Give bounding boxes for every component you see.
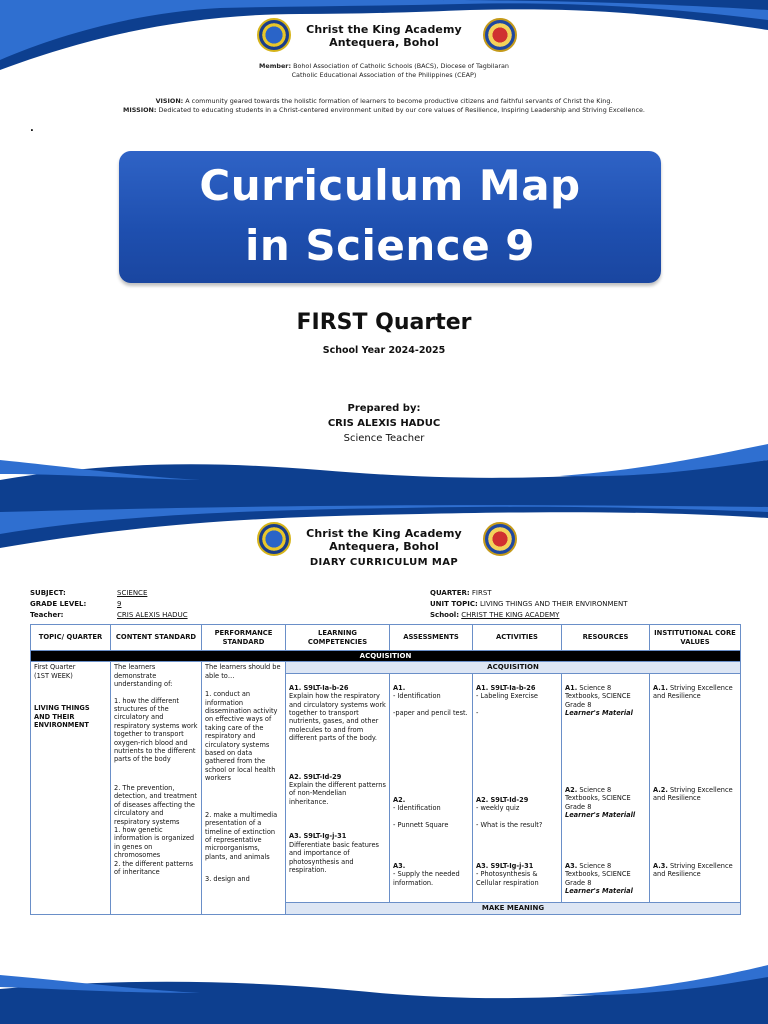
meta-quarter: QUARTER: FIRST (430, 589, 492, 597)
meta-subject: SUBJECT: SCIENCE (30, 589, 148, 597)
school-location-2: Antequera, Bohol (329, 540, 439, 553)
school-location: Antequera, Bohol (329, 36, 439, 49)
title-banner (119, 151, 661, 283)
cover-page (0, 0, 768, 500)
table-row (31, 662, 741, 673)
core-values-cell: A.1. Striving Excellence and Resilience A.2. Striving Excellence and Resilience A.3. Striving Excellence and Resilience (650, 673, 741, 903)
header-learning-competencies: LEARNING COMPETENCIES (286, 625, 390, 651)
school-name-2: Christ the King Academy (306, 527, 462, 540)
teacher-role: Science Teacher (343, 433, 425, 444)
topic-cell: First Quarter (1ST WEEK) LIVING THINGS AND THEIR ENVIRONMENT (31, 662, 111, 914)
vision-statement: VISION: A community geared towards the holistic formation of learners to become productive citizens and faithful servants of Christ the King. (155, 97, 613, 105)
content-standard-cell: The learners demonstrate understanding of: 1. how the different structures of the circulatory and respiratory systems work together to transport oxygen-rich blood and nutrients to the different parts of the body 2. The prevention, detection, and treatment of diseases affecting the circulatory and respiratory systems 1. how genetic information is organized in genes on chromosomes 2. the different patterns of inheritance (111, 662, 202, 914)
performance-standard-cell: The learners should be able to… 1. conduct an information dissemination activity on effective ways of taking care of the respiratory and circulatory systems based on data gathered from the school or local health workers 2. make a multimedia presentation of a timeline of extinction of representative microorganisms, plants, and animals 3. design and (202, 662, 286, 914)
stray-dot: . (30, 123, 34, 134)
assessments-cell: A1. - Identification -paper and pencil test. A2. - Identification - Punnett Square A3. - Supply the needed information. (390, 673, 473, 903)
resources-cell: A1. Science 8 Textbooks, SCIENCE Grade 8 Learner's Material A2. Science 8 Textbooks, SCIENCE Grade 8 Learner's Materiall A3. Science 8 Textbooks, SCIENCE Grade 8 Learner's Material (562, 673, 650, 903)
header-activities: ACTIVITIES (473, 625, 562, 651)
header-core-values: INSTITUTIONAL CORE VALUES (650, 625, 741, 651)
membership-line-1: Member: Bohol Association of Catholic Schools (BACS), Diocese of Tagbilaran (259, 62, 509, 70)
table-header-row (31, 625, 741, 651)
banner-title-line-1: Curriculum Map (199, 161, 581, 210)
learning-competencies-cell: A1. S9LT-Ia-b-26 Explain how the respiratory and circulatory systems work together to transport nutrients, gases, and other molecules to and from different parts of the body. A2. S9LT-Id-29 Explain the different patterns of non-Mendelian inheritance. A3. S9LT-Ig-j-31 Differentiate basic features and importance of photosynthesis and respiration. (286, 673, 390, 903)
meta-left (30, 588, 188, 621)
header-performance-standard: PERFORMANCE STANDARD (202, 625, 286, 651)
membership-line-2: Catholic Educational Association of the Philippines (CEAP) (291, 71, 477, 79)
meta-school: School: CHRIST THE KING ACADEMY (430, 611, 560, 619)
header-topic: TOPIC/ QUARTER (31, 625, 111, 651)
header-assessments: ASSESSMENTS (390, 625, 473, 651)
header-content-standard: CONTENT STANDARD (111, 625, 202, 651)
bottom-wave-decoration (0, 440, 768, 500)
header-resources: RESOURCES (562, 625, 650, 651)
acquisition-sub-band: ACQUISITION (286, 662, 741, 673)
banner-title-line-2: in Science 9 (244, 221, 536, 270)
acquisition-band-row (31, 651, 741, 662)
make-meaning-band: MAKE MEANING (286, 903, 741, 914)
bottom-wave-decoration-2 (0, 959, 768, 1024)
curriculum-map-table (30, 624, 741, 915)
prepared-by-label: Prepared by: (347, 403, 421, 414)
meta-right (430, 588, 628, 621)
meta-unit: UNIT TOPIC: LIVING THINGS AND THEIR ENVIRONMENT (430, 600, 628, 608)
diary-title: DIARY CURRICULUM MAP (309, 557, 459, 568)
meta-grade: GRADE LEVEL: 9 (30, 600, 122, 608)
teacher-name: CRIS ALEXIS HADUC (327, 418, 441, 429)
quarter-heading: FIRST Quarter (296, 310, 472, 335)
school-year: School Year 2024-2025 (322, 345, 446, 356)
activities-cell: A1. S9LT-Ia-b-26 - Labeling Exercise - A2. S9LT-Id-29 - weekly quiz - What is the result? A3. S9LT-Ig-j-31 - Photosynthesis & Cellular respiration (473, 673, 562, 903)
school-name: Christ the King Academy (306, 23, 462, 36)
meta-teacher: Teacher: CRIS ALEXIS HADUC (30, 611, 188, 619)
mission-statement: MISSION: Dedicated to educating students in a Christ-centered environment united by our core values of Resilience, Inspiring Leadership and Striving Excellence. (123, 106, 645, 114)
acquisition-band: ACQUISITION (31, 651, 741, 662)
diary-page (0, 504, 768, 1024)
